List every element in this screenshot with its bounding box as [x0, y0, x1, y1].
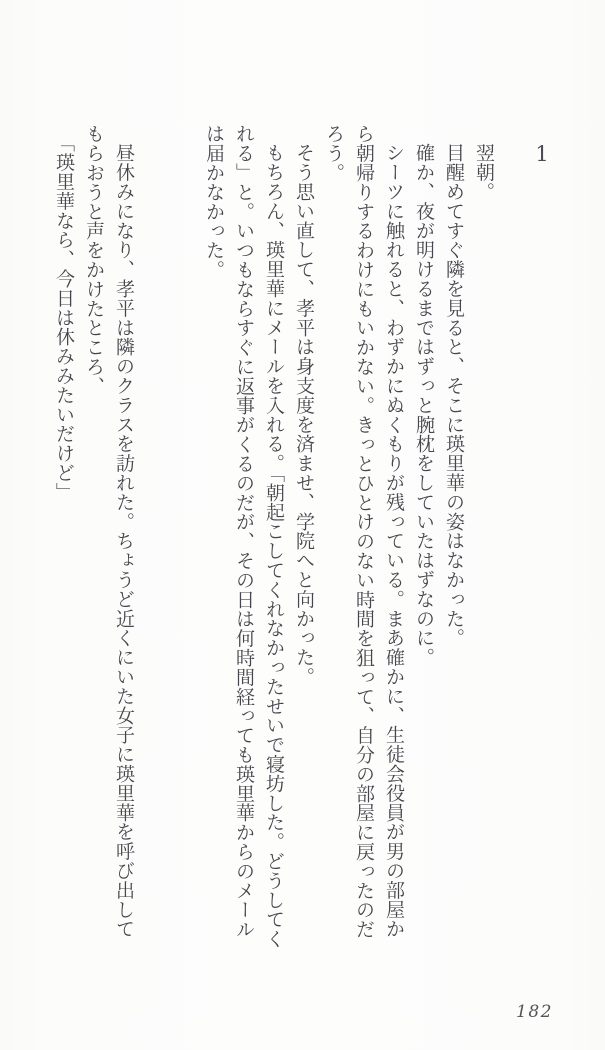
- page-number: 182: [516, 1002, 553, 1022]
- paragraph: そう思い直して、孝平は身支度を済ませ、学院へと向かった。: [293, 143, 315, 687]
- paragraph: もちろん、瑛里華にメールを入れる。「朝起こしてくれなかったせいで寝坊した。どうしてくれる」と。いつもならすぐに返事がくるのだが、その日は何時間経っても瑛里華からのメールは届かなかった。: [203, 124, 285, 949]
- paragraph: 目醒めてすぐ隣を見ると、そこに瑛里華の姿はなかった。: [443, 143, 465, 648]
- paragraph: シーツに触れると、わずかにぬくもりが残っている。まあ確かに、生徒会役員が男の部屋から朝帰りするわけにもいかない。きっとひとけのない時間を狙って、自分の部屋に戻ったのだろう。: [323, 124, 405, 939]
- paragraph-dialogue: 「瑛里華なら、今日は休みみたいだけど」: [53, 132, 75, 502]
- section-number: 1: [535, 142, 549, 166]
- paragraph: 翌朝。: [473, 143, 495, 202]
- paragraph: 確か、夜が明けるまではずっと腕枕をしていたはずなのに。: [413, 143, 435, 667]
- body-text: [49, 124, 499, 952]
- paragraph: 昼休みになり、孝平は隣のクラスを訪れた。ちょうど近くにいた女子に瑛里華を呼び出してもらおうと声をかけたところ、: [83, 124, 135, 939]
